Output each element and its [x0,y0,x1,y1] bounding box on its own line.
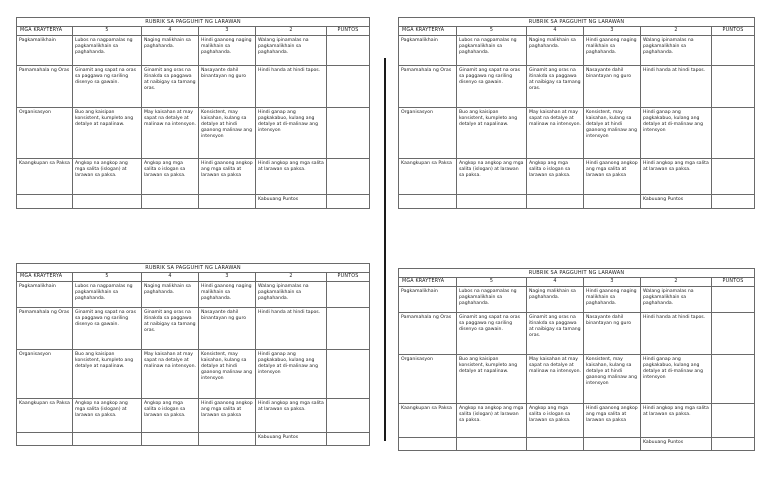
descriptor-4: Angkop ang mga salita o islogan sa larawan sa paksa. [527,404,584,438]
descriptor-4: May kaisahan at may sapat na detalye at malinaw na intensyon. [142,350,199,399]
descriptor-5: Angkop na angkop ang mga salita (islogan) at larawan sa paksa. [457,159,527,195]
empty-cell [17,433,73,446]
empty-cell [457,438,527,451]
empty-cell [199,433,256,446]
total-label: Kabuuang Puntos [256,433,327,446]
criterion-label: Organisasyon [17,350,73,399]
empty-cell [399,438,457,451]
rubric-table-bottom-right [398,268,755,451]
criterion-label: Kaangkupan sa Paksa [399,404,457,438]
descriptor-3: Konsistent, may kaisahan, kulang sa detalye at hindi gaanong malinaw ang intensyon [584,355,641,404]
header-points: PUNTOS [712,277,755,287]
total-points-cell[interactable] [712,438,755,451]
header-score-5: 5 [73,272,142,282]
points-cell[interactable] [327,308,370,350]
total-points-cell[interactable] [712,195,755,209]
criterion-label: Pamamahala ng Oras [17,308,73,350]
descriptor-3: Hindi gaanong angkop ang mga salita at larawan sa paksa [199,399,256,433]
descriptor-3: Hindi gaanong angkop ang mga salita at larawan sa paksa [584,404,641,438]
empty-cell [73,195,142,209]
criterion-label: Organisasyon [399,355,457,404]
descriptor-5: Ginamit ang sapat na oras sa paggawa ng sariling disenyo sa gawain. [73,308,142,350]
points-cell[interactable] [712,36,755,66]
points-cell[interactable] [712,108,755,159]
table-row [399,36,755,66]
header-criteria: MGA KRAYTERYA [399,26,457,36]
descriptor-2: Hindi handa at hindi tapos. [641,313,712,355]
table-row [399,287,755,313]
table-row [17,308,370,350]
descriptor-2: Hindi angkop ang mga salita at larawan sa paksa. [641,404,712,438]
rubric-table-top-right [398,17,755,209]
total-label: Kabuuang Puntos [256,195,327,209]
empty-cell [527,438,584,451]
criterion-label: Pamamahala ng Oras [399,66,457,108]
empty-cell [584,195,641,209]
empty-cell [73,433,142,446]
criterion-label: Pagkamalikhain [399,36,457,66]
descriptor-4: Ginamit ang oras na itinakda sa paggawa at naibigay sa tamang oras. [142,308,199,350]
total-label: Kabuuang Puntos [641,438,712,451]
empty-cell [584,438,641,451]
descriptor-4: May kaisahan at may sapat na detalye at malinaw na intensyon. [527,108,584,159]
descriptor-2: Hindi ganap ang pagkakabuo, kulang ang detalye at di-malinaw ang intensyon [641,355,712,404]
header-score-2: 2 [641,277,712,287]
points-cell[interactable] [327,350,370,399]
descriptor-5: Angkop na angkop ang mga salita (islogan) at larawan sa paksa. [73,159,142,195]
table-row [17,159,370,195]
descriptor-2: Hindi ganap ang pagkakabuo, kulang ang detalye at di-malinaw ang intensyon [641,108,712,159]
descriptor-5: Lubos na nagpamalas ng pagkamalikhain sa paghahanda. [73,36,142,66]
descriptor-4: Ginamit ang oras na itinakda sa paggawa at naibigay sa tamang oras. [527,313,584,355]
header-score-4: 4 [142,272,199,282]
descriptor-5: Buo ang kaisipan konsistent, kumpleto ang detalye at napalinaw. [457,355,527,404]
descriptor-3: Nasayante dahil binantayan ng guro [584,66,641,108]
criterion-label: Kaangkupan sa Paksa [399,159,457,195]
descriptor-5: Angkop na angkop ang mga salita (islogan) at larawan sa paksa. [457,404,527,438]
points-cell[interactable] [327,108,370,159]
descriptor-4: Angkop ang mga salita o islogan sa larawan sa paksa. [142,159,199,195]
criterion-label: Pagkamalikhain [17,282,73,308]
header-points: PUNTOS [327,26,370,36]
header-score-3: 3 [199,26,256,36]
total-points-cell[interactable] [327,433,370,446]
rubric-title: RUBRIK SA PAGGUHIT NG LARAWAN [399,269,755,278]
descriptor-4: Angkop ang mga salita o islogan sa larawan sa paksa. [527,159,584,195]
descriptor-5: Ginamit ang sapat na oras sa paggawa ng sariling disenyo sa gawain. [457,66,527,108]
empty-cell [527,195,584,209]
descriptor-2: Walang ipinamalas na pagkamalikhain sa paghahanda. [641,287,712,313]
header-score-2: 2 [256,26,327,36]
descriptor-4: May kaisahan at may sapat na detalye at malinaw na intensyon. [142,108,199,159]
descriptor-2: Walang ipinamalas na pagkamalikhain sa paghahanda. [256,282,327,308]
descriptor-3: Konsistent, may kaisahan, kulang sa detalye at hindi gaanong malinaw ang intensyon [584,108,641,159]
center-divider-line [384,58,386,441]
descriptor-3: Hindi gaanong naging malikhain sa paghahanda. [199,282,256,308]
descriptor-3: Konsistent, may kaisahan, kulang sa detalye at hindi gaanong malinaw ang intensyon [199,108,256,159]
total-row [17,433,370,446]
header-score-5: 5 [457,26,527,36]
descriptor-4: Ginamit ang oras na itinakda sa paggawa at naibigay sa tamang oras. [142,66,199,108]
descriptor-3: Hindi gaanong angkop ang mga salita at larawan sa paksa [199,159,256,195]
criterion-label: Pagkamalikhain [17,36,73,66]
header-score-5: 5 [457,277,527,287]
criterion-label: Kaangkupan sa Paksa [17,159,73,195]
points-cell[interactable] [712,66,755,108]
total-points-cell[interactable] [327,195,370,209]
table-row [17,282,370,308]
table-row [399,355,755,404]
criterion-label: Kaangkupan sa Paksa [17,399,73,433]
descriptor-3: Konsistent, may kaisahan, kulang sa detalye at hindi gaanong malinaw ang intensyon [199,350,256,399]
table-row [399,313,755,355]
header-score-3: 3 [199,272,256,282]
descriptor-4: Angkop ang mga salita o islogan sa larawan sa paksa. [142,399,199,433]
empty-cell [142,433,199,446]
points-cell[interactable] [712,355,755,404]
descriptor-5: Angkop na angkop ang mga salita (islogan) at larawan sa paksa. [73,399,142,433]
total-row [399,195,755,209]
descriptor-5: Lubos na nagpamalas ng pagkamalikhain sa paghahanda. [457,287,527,313]
empty-cell [399,195,457,209]
descriptor-5: Lubos na nagpamalas ng pagkamalikhain sa paghahanda. [73,282,142,308]
points-cell[interactable] [712,159,755,195]
rubric-table-top-left [16,17,370,209]
empty-cell [457,195,527,209]
descriptor-5: Buo ang kaisipan konsistent, kumpleto ang detalye at napalinaw. [73,350,142,399]
criterion-label: Pagkamalikhain [399,287,457,313]
table-row [399,66,755,108]
points-cell[interactable] [712,287,755,313]
descriptor-2: Walang ipinamalas na pagkamalikhain sa paghahanda. [256,36,327,66]
criterion-label: Pamamahala ng Oras [17,66,73,108]
descriptor-5: Ginamit ang sapat na oras sa paggawa ng sariling disenyo sa gawain. [73,66,142,108]
descriptor-4: Naging malikhain sa paghahanda. [527,287,584,313]
empty-cell [142,195,199,209]
points-cell[interactable] [327,282,370,308]
descriptor-4: Naging malikhain sa paghahanda. [142,36,199,66]
descriptor-3: Nasayante dahil binantayan ng guro [584,313,641,355]
rubric-table-bottom-left [16,263,370,446]
points-cell[interactable] [712,404,755,438]
table-row [399,159,755,195]
descriptor-4: Ginamit ang oras na itinakda sa paggawa at naibigay sa tamang oras. [527,66,584,108]
descriptor-3: Nasayante dahil binantayan ng guro [199,66,256,108]
table-row [17,36,370,66]
empty-cell [17,195,73,209]
total-row [399,438,755,451]
header-score-2: 2 [641,26,712,36]
header-criteria: MGA KRAYTERYA [17,26,73,36]
descriptor-5: Ginamit ang sapat na oras sa paggawa ng sariling disenyo sa gawain. [457,313,527,355]
points-cell[interactable] [327,66,370,108]
descriptor-3: Hindi gaanong naging malikhain sa paghahanda. [584,36,641,66]
descriptor-2: Hindi handa at hindi tapos. [641,66,712,108]
criterion-label: Pamamahala ng Oras [399,313,457,355]
header-score-5: 5 [73,26,142,36]
descriptor-3: Nasayante dahil binantayan ng guro [199,308,256,350]
total-label: Kabuuang Puntos [641,195,712,209]
table-row [17,66,370,108]
points-cell[interactable] [327,399,370,433]
header-criteria: MGA KRAYTERYA [399,277,457,287]
header-score-3: 3 [584,26,641,36]
descriptor-5: Buo ang kaisipan konsistent, kumpleto ang detalye at napalinaw. [457,108,527,159]
header-points: PUNTOS [327,272,370,282]
descriptor-2: Hindi handa at hindi tapos. [256,66,327,108]
descriptor-2: Hindi ganap ang pagkakabuo, kulang ang detalye at di-malinaw ang intensyon [256,350,327,399]
descriptor-4: Naging malikhain sa paghahanda. [142,282,199,308]
table-row [17,399,370,433]
descriptor-2: Hindi angkop ang mga salita at larawan sa paksa. [256,399,327,433]
empty-cell [199,195,256,209]
table-row [17,350,370,399]
descriptor-3: Hindi gaanong naging malikhain sa paghahanda. [584,287,641,313]
points-cell[interactable] [712,313,755,355]
descriptor-3: Hindi gaanong angkop ang mga salita at larawan sa paksa [584,159,641,195]
table-row [399,404,755,438]
rubric-title: RUBRIK SA PAGGUHIT NG LARAWAN [17,264,370,273]
header-score-4: 4 [142,26,199,36]
criterion-label: Organisasyon [17,108,73,159]
descriptor-2: Walang ipinamalas na pagkamalikhain sa paghahanda. [641,36,712,66]
descriptor-5: Buo ang kaisipan konsistent, kumpleto ang detalye at napalinaw. [73,108,142,159]
header-score-4: 4 [527,26,584,36]
descriptor-2: Hindi angkop ang mga salita at larawan sa paksa. [641,159,712,195]
descriptor-4: May kaisahan at may sapat na detalye at malinaw na intensyon. [527,355,584,404]
descriptor-3: Hindi gaanong naging malikhain sa paghahanda. [199,36,256,66]
table-row [399,108,755,159]
descriptor-5: Lubos na nagpamalas ng pagkamalikhain sa paghahanda. [457,36,527,66]
descriptor-2: Hindi ganap ang pagkakabuo, kulang ang detalye at di-malinaw ang intensyon [256,108,327,159]
table-row [17,108,370,159]
descriptor-2: Hindi handa at hindi tapos. [256,308,327,350]
rubric-title: RUBRIK SA PAGGUHIT NG LARAWAN [399,18,755,27]
total-row [17,195,370,209]
header-score-4: 4 [527,277,584,287]
header-score-2: 2 [256,272,327,282]
header-criteria: MGA KRAYTERYA [17,272,73,282]
header-score-3: 3 [584,277,641,287]
criterion-label: Organisasyon [399,108,457,159]
descriptor-4: Naging malikhain sa paghahanda. [527,36,584,66]
rubric-title: RUBRIK SA PAGGUHIT NG LARAWAN [17,18,370,27]
descriptor-2: Hindi angkop ang mga salita at larawan sa paksa. [256,159,327,195]
points-cell[interactable] [327,36,370,66]
points-cell[interactable] [327,159,370,195]
header-points: PUNTOS [712,26,755,36]
